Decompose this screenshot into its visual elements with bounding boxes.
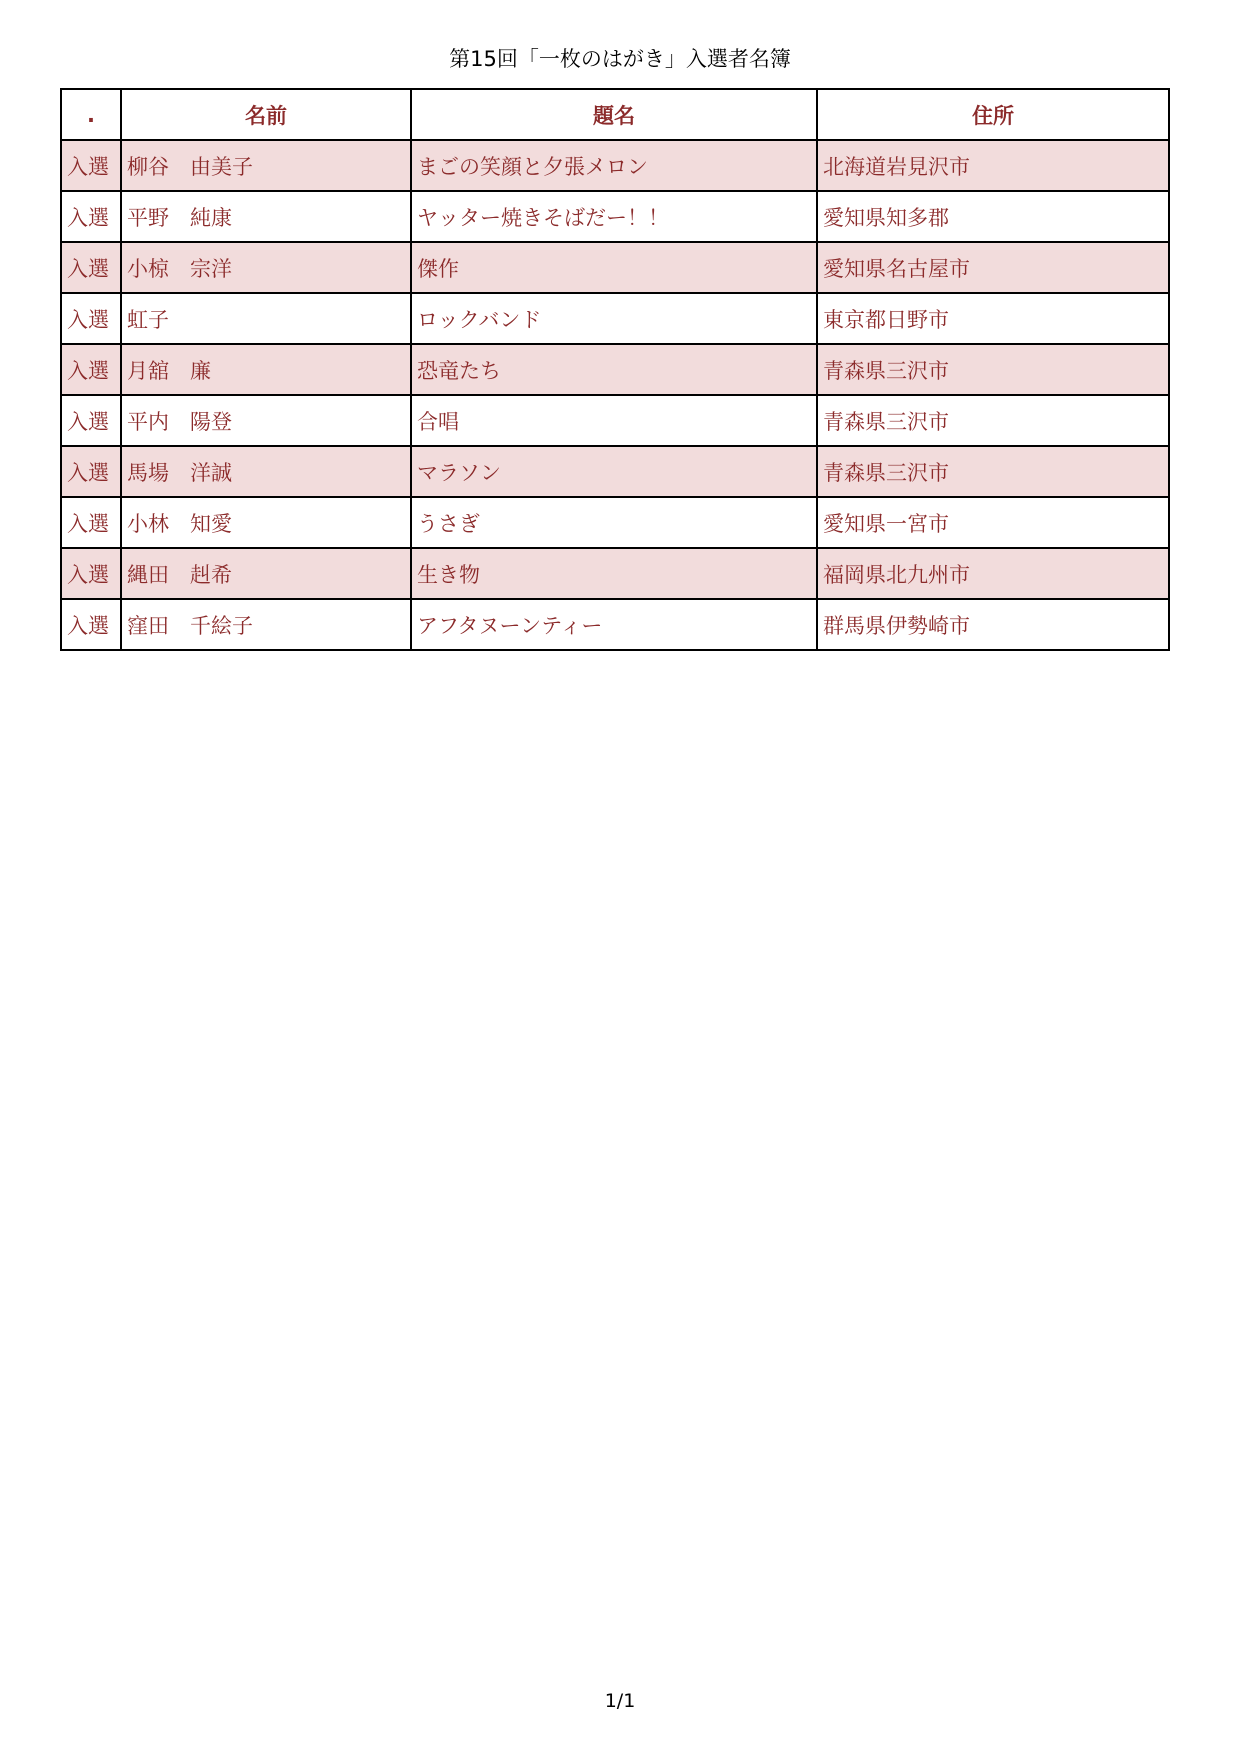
cell-name: 小椋 宗洋: [121, 242, 411, 293]
cell-title: アフタヌーンティー: [411, 599, 817, 650]
cell-name: 月舘 廉: [121, 344, 411, 395]
column-header-status: .: [61, 89, 121, 140]
cell-title: ロックバンド: [411, 293, 817, 344]
cell-address: 福岡県北九州市: [817, 548, 1169, 599]
cell-address: 青森県三沢市: [817, 344, 1169, 395]
cell-address: 群馬県伊勢崎市: [817, 599, 1169, 650]
cell-status: 入選: [61, 242, 121, 293]
cell-status: 入選: [61, 293, 121, 344]
table-row: [61, 599, 1169, 650]
table-header-row: [61, 89, 1169, 140]
cell-address: 愛知県名古屋市: [817, 242, 1169, 293]
cell-title: マラソン: [411, 446, 817, 497]
cell-status: 入選: [61, 446, 121, 497]
cell-title: 合唱: [411, 395, 817, 446]
cell-title: 恐竜たち: [411, 344, 817, 395]
cell-address: 北海道岩見沢市: [817, 140, 1169, 191]
table-row: [61, 497, 1169, 548]
table-row: [61, 293, 1169, 344]
cell-title: ヤッター焼きそばだー！！: [411, 191, 817, 242]
cell-title: うさぎ: [411, 497, 817, 548]
table-row: [61, 344, 1169, 395]
column-header-title: 題名: [411, 89, 817, 140]
cell-status: 入選: [61, 191, 121, 242]
cell-address: 青森県三沢市: [817, 446, 1169, 497]
cell-status: 入選: [61, 599, 121, 650]
column-header-address: 住所: [817, 89, 1169, 140]
cell-status: 入選: [61, 344, 121, 395]
cell-status: 入選: [61, 140, 121, 191]
cell-title: 生き物: [411, 548, 817, 599]
table-row: [61, 446, 1169, 497]
cell-status: 入選: [61, 395, 121, 446]
cell-name: 平内 陽登: [121, 395, 411, 446]
column-header-name: 名前: [121, 89, 411, 140]
cell-address: 東京都日野市: [817, 293, 1169, 344]
cell-name: 縄田 赳希: [121, 548, 411, 599]
table-body: [61, 140, 1169, 650]
cell-name: 馬場 洋誠: [121, 446, 411, 497]
cell-address: 愛知県一宮市: [817, 497, 1169, 548]
cell-name: 小林 知愛: [121, 497, 411, 548]
table-row: [61, 140, 1169, 191]
winners-table: [60, 88, 1170, 651]
table-row: [61, 191, 1169, 242]
cell-name: 虹子: [121, 293, 411, 344]
table-row: [61, 395, 1169, 446]
cell-address: 青森県三沢市: [817, 395, 1169, 446]
cell-name: 柳谷 由美子: [121, 140, 411, 191]
table-row: [61, 548, 1169, 599]
page-title: 第15回「一枚のはがき」入選者名簿: [449, 47, 791, 71]
cell-title: 傑作: [411, 242, 817, 293]
cell-title: まごの笑顔と夕張メロン: [411, 140, 817, 191]
cell-status: 入選: [61, 548, 121, 599]
cell-name: 窪田 千絵子: [121, 599, 411, 650]
cell-status: 入選: [61, 497, 121, 548]
cell-address: 愛知県知多郡: [817, 191, 1169, 242]
page-number: 1/1: [604, 1690, 636, 1712]
cell-name: 平野 純康: [121, 191, 411, 242]
table-row: [61, 242, 1169, 293]
